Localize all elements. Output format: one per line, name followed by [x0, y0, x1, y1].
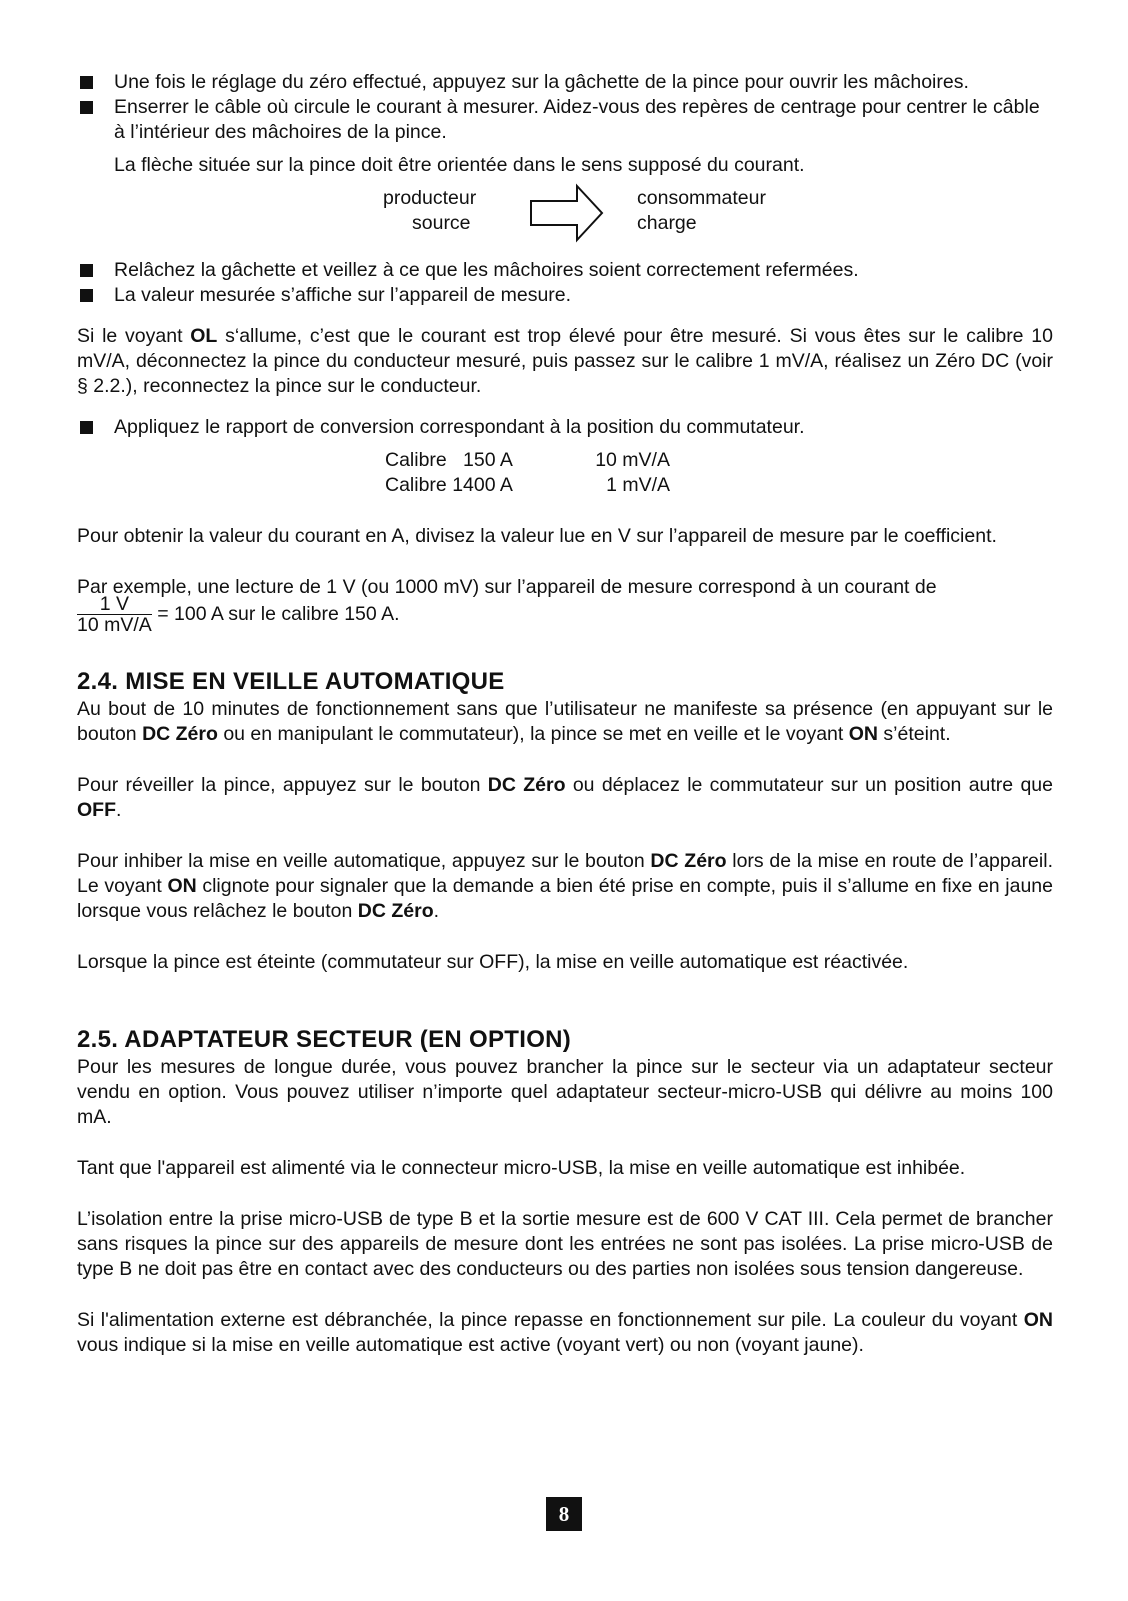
text-span: s’éteint.: [878, 723, 951, 745]
page-number: 8: [546, 1497, 582, 1531]
text-span: lors de la mise en route de l’appareil. Le voyant: [77, 850, 1053, 897]
section-2-5-paragraph-1: Pour les mesures de longue durée, vous pouvez brancher la pince sur le secteur via un adaptateur secteur vendu en option. Vous pouvez utiliser n’importe quel adaptateur secteur-micro-USB qui délivre au moins 100 mA.: [77, 1056, 1053, 1128]
dc-zero-label: DC Zéro: [357, 900, 434, 922]
text-span: clignote pour signaler que la demande a bien été prise en compte, puis il s’allume en fixe en jaune lorsque vous relâchez le bouton: [77, 875, 1054, 922]
conversion-ratios: [77, 448, 1053, 500]
intro-bullet-list: [77, 70, 1053, 145]
example-paragraph: Par exemple, une lecture de 1 V (ou 1000 mV) sur l’appareil de mesure correspond à un courant de: [77, 576, 937, 598]
flow-left-label-1: producteur: [383, 187, 477, 209]
dc-zero-label: DC Zéro: [487, 774, 566, 796]
ratio-calibre: Calibre 150 A: [385, 449, 513, 471]
text-span: .: [116, 799, 122, 821]
ol-label: OL: [190, 325, 218, 347]
conversion-paragraph: Pour obtenir la valeur du courant en A, divisez la valeur lue en V sur l’appareil de mesure par le coefficient.: [77, 525, 997, 547]
fraction: [77, 594, 152, 635]
text-span: Pour réveiller la pince, appuyez sur le bouton: [77, 774, 488, 796]
on-label: ON: [848, 723, 878, 745]
example-formula: [77, 594, 1053, 635]
section-2-4-paragraph-2: [77, 773, 1053, 823]
document-page: [77, 70, 1053, 1358]
text-span: Au bout de 10 minutes de fonctionnement sans que l’utilisateur ne manifeste sa présence (en appuyant sur le bouton: [77, 698, 1053, 745]
ratio-calibre: Calibre 1400 A: [385, 474, 513, 496]
section-2-5-paragraph-3: L’isolation entre la prise micro-USB de type B et la sortie mesure est de 600 V CAT III. Cela permet de brancher sans risques la pince sur des appareils de mesure dont les entrées ne sont pas isolées. La prise micro-USB de type B ne doit pas être en contact avec des conducteurs ou des parties non isolées sous tension dangereuse.: [77, 1208, 1053, 1280]
text-span: vous indique si la mise en veille automatique est active (voyant vert) ou non (voyant jaune).: [77, 1334, 864, 1356]
section-2-4-paragraph-3: [77, 849, 1053, 924]
flow-right-label-1: consommateur: [637, 187, 766, 209]
fraction-denominator: 10 mV/A: [77, 614, 152, 636]
ratio-value: 1 mV/A: [606, 474, 670, 496]
section-heading-2-5: 2.5. ADAPTATEUR SECTEUR (EN OPTION): [77, 1026, 572, 1053]
bullet-list-3: [77, 415, 1053, 440]
ratio-row: [77, 473, 1053, 498]
section-2-5-paragraph-4: [77, 1308, 1053, 1358]
formula-result: = 100 A sur le calibre 150 A.: [151, 603, 400, 625]
section-2-4-paragraph-1: [77, 697, 1053, 747]
ratio-value: 10 mV/A: [595, 449, 670, 471]
arrow-note: La flèche située sur la pince doit être orientée dans le sens supposé du courant.: [114, 154, 805, 176]
on-label: ON: [167, 875, 197, 897]
text-span: Pour inhiber la mise en veille automatique, appuyez sur le bouton: [77, 850, 651, 872]
on-label: ON: [1023, 1309, 1053, 1331]
list-item: La valeur mesurée s’affiche sur l’appareil de mesure.: [77, 283, 1053, 308]
dc-zero-label: DC Zéro: [142, 723, 218, 745]
ol-paragraph: [77, 324, 1053, 399]
flow-right-label-2: charge: [637, 212, 697, 234]
list-item: Une fois le réglage du zéro effectué, appuyez sur la gâchette de la pince pour ouvrir les mâchoires.: [77, 70, 1053, 95]
text-span: Si le voyant: [77, 325, 191, 347]
text-span: ou déplacez le commutateur sur un position autre que: [565, 774, 1053, 796]
text-span: Si l'alimentation externe est débranchée, la pince repasse en fonctionnement sur pile. La couleur du voyant: [77, 1309, 1024, 1331]
section-heading-2-4: 2.4. MISE EN VEILLE AUTOMATIQUE: [77, 668, 505, 695]
text-span: .: [433, 900, 440, 922]
text-span: ou en manipulant le commutateur), la pince se met en veille et le voyant: [217, 723, 849, 745]
section-2-4-paragraph-4: Lorsque la pince est éteinte (commutateur sur OFF), la mise en veille automatique est réactivée.: [77, 951, 909, 973]
list-item: Relâchez la gâchette et veillez à ce que les mâchoires soient correctement refermées.: [77, 258, 1053, 283]
list-item: Enserrer le câble où circule le courant à mesurer. Aidez-vous des repères de centrage pour centrer le câble à l’intérieur des mâchoires de la pince.: [77, 95, 1053, 145]
bullet-list-2: [77, 258, 1053, 308]
right-arrow-icon: [528, 182, 606, 244]
ratio-row: [77, 448, 1053, 473]
list-item: Appliquez le rapport de conversion correspondant à la position du commutateur.: [77, 415, 1053, 440]
section-2-5-paragraph-2: Tant que l'appareil est alimenté via le connecteur micro-USB, la mise en veille automatique est inhibée.: [77, 1157, 966, 1179]
fraction-numerator: 1 V: [77, 594, 152, 615]
current-flow-diagram: [77, 186, 1053, 248]
flow-left-label-2: source: [412, 212, 471, 234]
off-label: OFF: [77, 799, 116, 821]
dc-zero-label: DC Zéro: [650, 850, 727, 872]
text-span: s‘allume, c’est que le courant est trop élevé pour être mesuré. Si vous êtes sur le calibre 10 mV/A, déconnectez la pince du conducteur mesuré, puis passez sur le calibre 1 mV/A, réalisez un Zéro DC (voir § 2.2.), reconnectez la pince sur le conducteur.: [77, 325, 1053, 397]
